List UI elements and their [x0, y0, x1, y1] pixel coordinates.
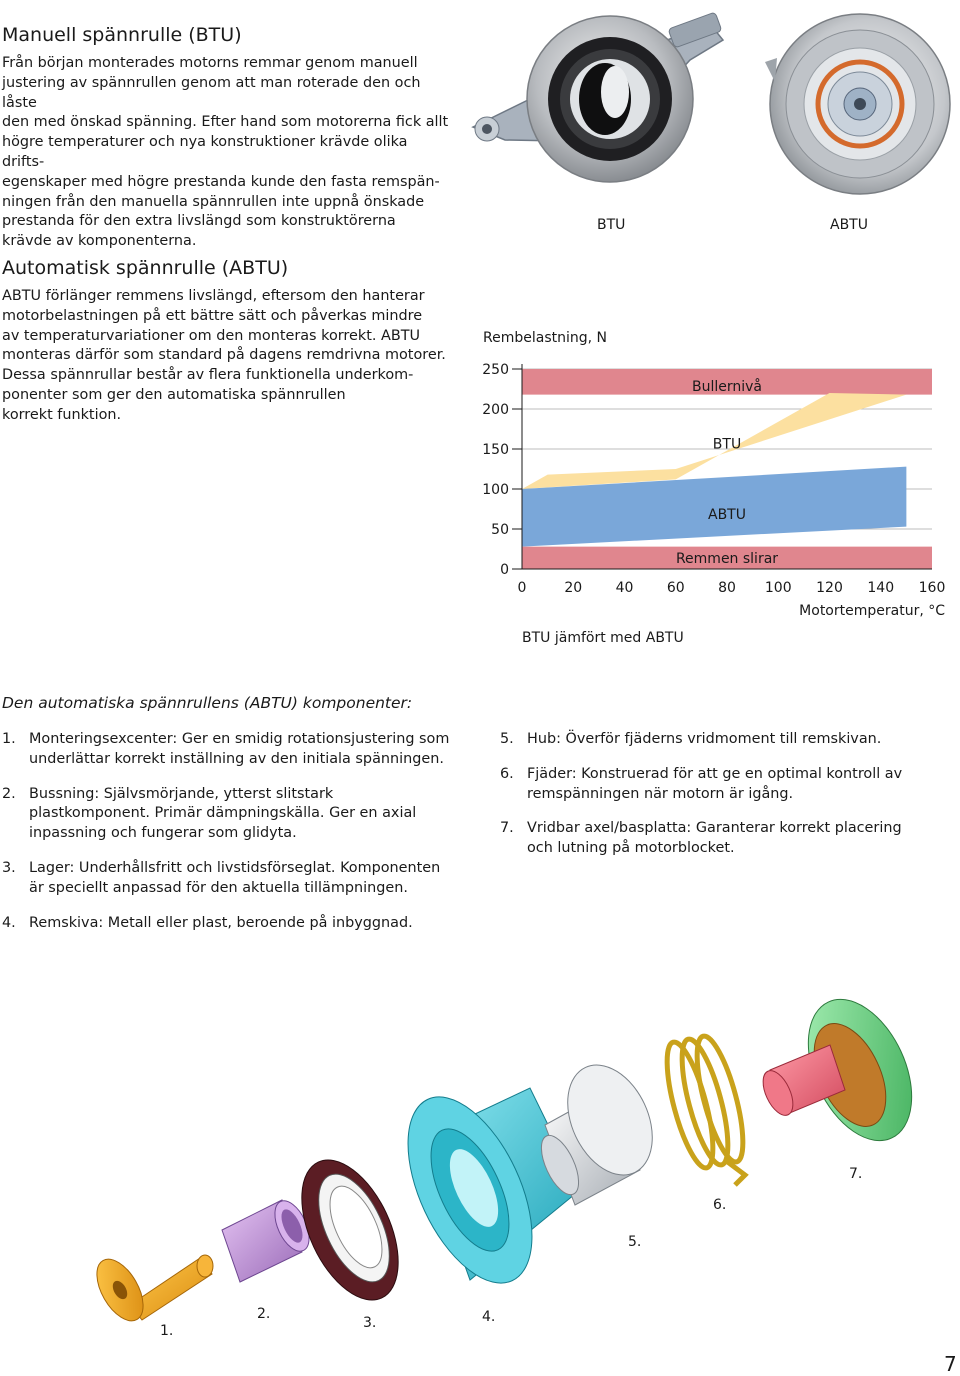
- part-spring: [658, 1032, 753, 1185]
- btu-line: egenskaper med högre prestanda kunde den fasta remspän-: [2, 173, 440, 190]
- chart-yticks: [482, 362, 522, 578]
- chart-xlabel: Motortemperatur, °C: [799, 603, 945, 619]
- components-heading: Den automatiska spännrullens (ABTU) komponenter:: [2, 694, 413, 712]
- abtu-heading: Automatisk spännrulle (ABTU): [2, 257, 289, 279]
- btu-line: den med önskad spänning. Efter hand som motorerna fick allt: [2, 114, 449, 131]
- chart-ylabel: Rembelastning, N: [483, 330, 607, 346]
- part-label-5: 5.: [628, 1234, 642, 1250]
- part-mounting-eccentric: [87, 1252, 213, 1329]
- btu-line: Från början monterades motorns remmar genom manuell: [2, 55, 418, 71]
- x-tick-label: 140: [867, 580, 895, 596]
- btu-line: prestanda för den extra livslängd som konstruktörerna: [2, 213, 396, 230]
- series-label: Bullernivå: [691, 378, 763, 395]
- series-label: ABTU: [708, 506, 746, 523]
- abtu-paragraph: [2, 287, 452, 426]
- tensioner-photos: [465, 12, 955, 207]
- component-item: [2, 730, 452, 770]
- component-item: [2, 785, 452, 844]
- x-tick-label: 80: [718, 580, 736, 596]
- component-text: Bussning: Självsmörjande, ytterst slitstark plastkomponent. Primär dämpningskälla. Ger en axial inpassning och fungerar som glidyta.: [29, 785, 417, 842]
- chart-bands: [522, 369, 932, 569]
- component-item: [500, 765, 910, 805]
- component-item: [500, 819, 910, 859]
- x-tick-label: 160: [918, 580, 946, 596]
- part-label-1: 1.: [160, 1323, 174, 1339]
- component-number: 1.: [2, 731, 16, 747]
- y-tick-label: 50: [491, 522, 509, 538]
- part-label-6: 6.: [713, 1197, 727, 1213]
- exploded-view: [0, 990, 960, 1350]
- y-tick-label: 150: [482, 442, 509, 458]
- x-tick-label: 20: [564, 580, 583, 596]
- component-item: [2, 914, 452, 934]
- abtu-line: av temperaturvariationer om den monteras korrekt. ABTU: [2, 327, 421, 344]
- x-tick-label: 40: [615, 580, 634, 596]
- abtu-photo-label: ABTU: [830, 217, 868, 233]
- part-pulley: [382, 1078, 580, 1302]
- component-text: Monteringsexcenter: Ger en smidig rotationsjustering som underlättar korrekt inställning av den initiala spänningen.: [29, 731, 450, 767]
- x-tick-label: 120: [816, 580, 843, 596]
- component-item: [2, 859, 452, 899]
- component-number: 6.: [500, 765, 514, 782]
- y-tick-label: 0: [500, 562, 509, 578]
- abtu-line: motorbelastningen på ett bättre sätt och påverkas mindre: [2, 307, 423, 324]
- page-number: 7: [944, 1352, 957, 1376]
- series-label: Remmen slirar: [675, 550, 779, 567]
- btu-photo-label: BTU: [597, 217, 626, 233]
- abtu-line: korrekt funktion.: [2, 406, 122, 423]
- component-number: 3.: [2, 859, 16, 876]
- btu-line: ningen från den manuella spännrullen inte uppnå önskade: [2, 193, 425, 210]
- part-label-4: 4.: [482, 1309, 496, 1325]
- component-text: Lager: Underhållsfritt och livstidsförseglat. Komponenten är speciellt anpassad för den aktuella tillämpningen.: [29, 859, 441, 896]
- component-text: Fjäder: Konstruerad för att ge en optimal kontroll av remspänningen när motorn är igång.: [527, 765, 903, 802]
- y-tick-label: 250: [482, 362, 509, 378]
- x-tick-label: 60: [666, 580, 685, 596]
- abtu-line: ABTU förlänger remmens livslängd, eftersom den hanterar: [2, 288, 425, 304]
- part-label-7: 7.: [849, 1166, 863, 1182]
- components-list-right: [500, 730, 910, 874]
- abtu-line: monteras därför som standard på dagens remdrivna motorer.: [2, 347, 446, 364]
- component-number: 5.: [500, 731, 514, 747]
- btu-heading: Manuell spännrulle (BTU): [2, 24, 242, 46]
- btu-photo: [473, 12, 723, 182]
- abtu-line: ponenter som ger den automatiska spännrullen: [2, 386, 346, 403]
- y-tick-label: 200: [482, 402, 509, 418]
- abtu-line: Dessa spännrullar består av flera funktionella underkom-: [2, 367, 414, 384]
- series-label: BTU: [712, 436, 742, 453]
- x-tick-label: 0: [517, 580, 527, 596]
- btu-line: högre temperaturer och nya konstruktioner krävde olika drifts-: [2, 134, 408, 170]
- belt-load-chart: [470, 320, 955, 655]
- part-hub: [534, 1051, 669, 1205]
- btu-line: krävde av komponenterna.: [2, 233, 197, 250]
- y-tick-label: 100: [482, 482, 509, 498]
- btu-line: justering av spännrullen genom att man roterade den och låste: [2, 74, 421, 111]
- part-base-plate: [757, 990, 932, 1157]
- component-text: Hub: Överför fjäderns vridmoment till remskivan.: [527, 731, 882, 747]
- x-tick-label: 100: [764, 580, 792, 596]
- component-number: 7.: [500, 820, 514, 837]
- component-item: [500, 730, 910, 750]
- component-text: Vridbar axel/basplatta: Garanterar korrekt placering och lutning på motorblocket.: [527, 820, 902, 857]
- component-number: 2.: [2, 785, 16, 802]
- chart-xticks: [518, 580, 946, 596]
- chart-series-labels: [676, 378, 778, 567]
- component-text: Remskiva: Metall eller plast, beroende på inbyggnad.: [29, 914, 413, 931]
- components-list-left: [2, 730, 452, 948]
- component-number: 4.: [2, 914, 16, 931]
- chart-caption: BTU jämfört med ABTU: [522, 630, 684, 646]
- part-label-2: 2.: [257, 1306, 271, 1322]
- part-label-3: 3.: [363, 1315, 377, 1331]
- abtu-photo: [765, 14, 950, 194]
- btu-paragraph: [2, 54, 452, 252]
